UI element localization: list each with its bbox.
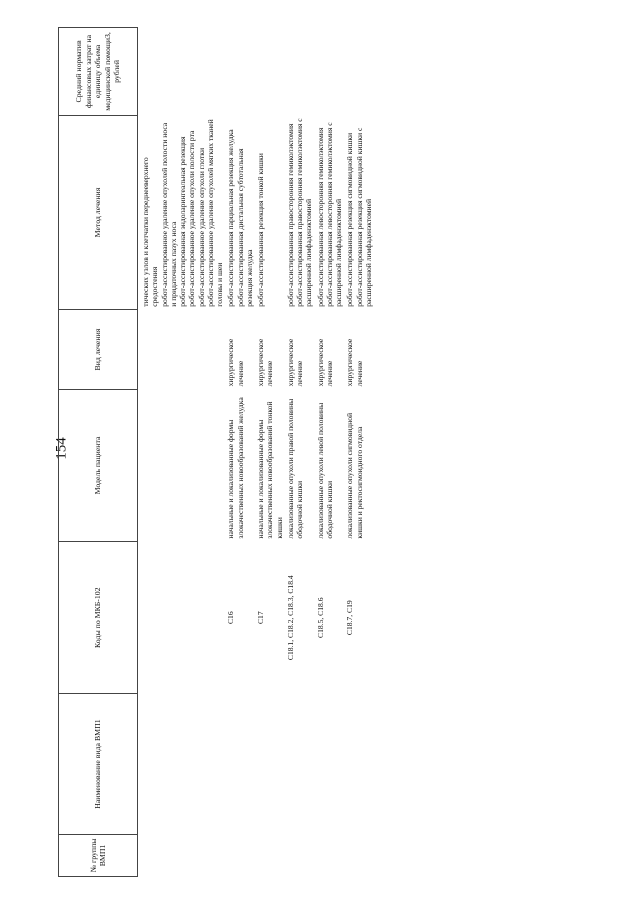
cell-average-cost: [315, 28, 345, 116]
cell-treatment-type: хирургическое лечение: [256, 338, 275, 387]
cell-icd-codes: C18.5, C18.6: [315, 597, 325, 638]
cell-patient-model: локализованные опухоли левой половины ободочной кишки: [315, 402, 334, 539]
cell-group-number: [138, 834, 226, 876]
header-vmp-name: Наименование вида ВМП1: [59, 694, 138, 835]
cell-average-cost: [285, 28, 315, 116]
cell-icd-codes: C18.7, C19: [345, 600, 355, 636]
cell-vmp-name: [315, 694, 345, 835]
cell-group-number: [255, 834, 285, 876]
rotated-table-container: [58, 27, 638, 877]
cell-vmp-name: [255, 694, 285, 835]
cell-treatment-type: хирургическое лечение: [315, 338, 334, 387]
cell-treatment-method: робот-ассистированная парциальная резекция желудка робот-ассистированная дистальная субтотальная резекция желудка: [226, 129, 254, 307]
cell-treatment-type: [138, 310, 226, 390]
cell-treatment-method: тических узлов и клетчатки переднееверхнего средостения робот-ассистированное удаление опухолей полости носа и придаточных пазух носа робот-ассистированная эндоларингеальная резекция робот-ассистированное удаление опухоли полости рта робот-ассистированное удаление опухоли глотки робот-ассистированное удаление опухолей мягких тканей головы и шеи: [141, 119, 224, 307]
cell-icd-codes: C18.1, C18.2, C18.3, C18.4: [285, 575, 295, 661]
cell-group-number: [285, 834, 315, 876]
cell-icd-codes: C17: [256, 611, 265, 625]
table-row: [285, 28, 315, 877]
table-row: [225, 28, 255, 877]
header-icd-codes: Коды по МКБ-102: [59, 542, 138, 694]
cell-treatment-method: робот-ассистированная резекция тонкой кишки: [256, 153, 265, 307]
cell-treatment-type: хирургическое лечение: [226, 338, 245, 387]
table-row: [344, 28, 374, 877]
cell-patient-model: [138, 389, 226, 541]
table-header-row: [59, 28, 138, 877]
cell-vmp-name: [285, 694, 315, 835]
cell-icd-codes: C16: [226, 611, 236, 625]
cell-patient-model: локализованные опухоли правой половины ободочной кишки: [285, 398, 304, 539]
cell-patient-model: начальные и локализованные формы злокачественных новообразований тонкой кишки: [256, 401, 284, 539]
cell-treatment-method: робот-ассистированная правосторонняя гемиколэктомия робот-ассистированная правосторонняя гемиколэктомия с расширенной лимфаденэктомией: [285, 118, 314, 307]
cell-average-cost: [138, 28, 226, 116]
header-average-cost: Средний норматив финансовых затрат на единицу объема медицинской помощи3, рублей: [59, 28, 138, 116]
table-row: [315, 28, 345, 877]
table-row: [255, 28, 285, 877]
cell-treatment-type: хирургическое лечение: [345, 338, 364, 387]
cell-average-cost: [225, 28, 255, 116]
cell-patient-model: локализованные опухоли сигмовидной кишки и ректосигмоидного отдела: [345, 412, 364, 539]
header-patient-model: Модель пациента: [59, 389, 138, 541]
cell-treatment-type: хирургическое лечение: [285, 338, 304, 387]
cell-average-cost: [255, 28, 285, 116]
cell-vmp-name: [225, 694, 255, 835]
cell-vmp-name: [344, 694, 374, 835]
header-treatment-method: Метод лечения: [59, 115, 138, 309]
treatment-table: [58, 27, 374, 877]
page-number: 154: [53, 437, 70, 460]
header-treatment-type: Вид лечения: [59, 310, 138, 390]
cell-vmp-name: [138, 694, 226, 835]
header-group-number: № группы ВМП1: [59, 834, 138, 876]
cell-treatment-method: робот-ассистированная левосторонняя гемиколэктомия робот-ассистированная левосторонняя гемиколэктомия с расширенной лимфаденэктомией: [315, 122, 343, 307]
cell-icd-codes: [138, 542, 226, 694]
cell-patient-model: начальные и локализованные формы злокачественных новообразований желудка: [226, 397, 245, 539]
cell-group-number: [344, 834, 374, 876]
cell-group-number: [315, 834, 345, 876]
table-row: [138, 28, 226, 877]
cell-average-cost: [344, 28, 374, 116]
cell-group-number: [225, 834, 255, 876]
cell-treatment-method: робот-ассистированная резекция сигмовидной кишки робот-ассистированная резекция сигмовидной кишки с расширенной лимфаденэктомией: [345, 127, 373, 307]
